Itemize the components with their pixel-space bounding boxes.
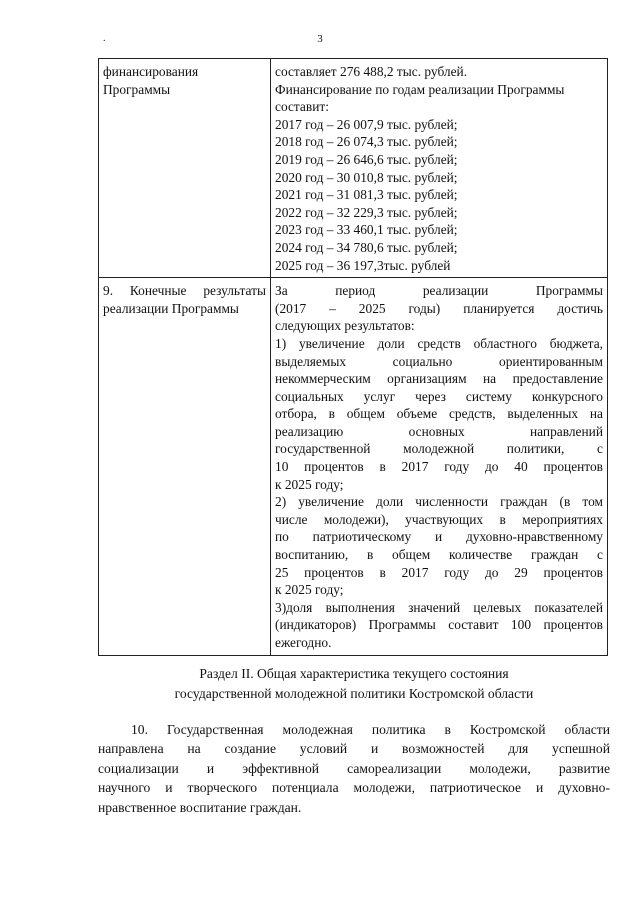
financing-year-item: 2018 год – 26 074,3 тыс. рублей;	[275, 134, 458, 150]
results-label-cell	[99, 278, 271, 655]
section-heading-line: Раздел II. Общая характеристика текущего состояния	[199, 666, 509, 681]
paragraph-line: научного и творческого потенциала молодежи, патриотическое и духовно-	[98, 780, 610, 796]
financing-year-item: 2022 год – 32 229,3 тыс. рублей;	[275, 204, 458, 220]
paragraph-line: социализации и эффективной самореализации молодежи, развитие	[98, 760, 610, 776]
financing-years-intro: Финансирование по годам реализации Программы составит:	[275, 81, 565, 115]
results-content-cell	[271, 278, 608, 655]
financing-year-item: 2025 год – 36 197,3тыс. рублей	[275, 257, 451, 273]
financing-label-line: Программы	[103, 81, 171, 97]
results-line: числе молодежи), участвующих в мероприятиях	[275, 511, 603, 527]
financing-label-cell	[99, 59, 271, 278]
results-label-line: реализации Программы	[103, 300, 239, 316]
financing-year-item: 2024 год – 34 780,6 тыс. рублей;	[275, 239, 458, 255]
financing-year-item: 2023 год – 33 460,1 тыс. рублей;	[275, 222, 458, 238]
financing-year-item: 2019 год – 26 646,6 тыс. рублей;	[275, 151, 458, 167]
results-line: ежегодно.	[275, 635, 332, 650]
results-line: государственной молодежной политики, с	[275, 441, 603, 457]
results-line: реализацию основных направлений	[275, 423, 603, 439]
results-line: 2) увеличение доли численности граждан (в том	[275, 494, 603, 510]
program-passport-table	[98, 58, 608, 656]
results-line: воспитанию, в общем количестве граждан с	[275, 547, 603, 563]
paragraph-line: направлена на создание условий и возможностей для успешной	[98, 741, 610, 757]
results-label-line: 9. Конечные результаты	[103, 283, 266, 299]
results-line: 25 процентов в 2017 году до 29 процентов	[275, 564, 603, 580]
section-heading	[98, 664, 610, 704]
financing-total: составляет 276 488,2 тыс. рублей.	[275, 64, 468, 79]
results-line: к 2025 году;	[275, 476, 344, 492]
results-line: к 2025 году;	[275, 582, 344, 598]
results-line: (индикаторов) Программы составит 100 процентов	[275, 617, 603, 633]
results-line: некоммерческим организациям на предоставление	[275, 371, 603, 387]
paragraph-10	[98, 720, 610, 817]
financing-year-item: 2020 год – 30 010,8 тыс. рублей;	[275, 169, 458, 185]
financing-year-item: 2017 год – 26 007,9 тыс. рублей;	[275, 116, 458, 132]
results-line: 10 процентов в 2017 году до 40 процентов	[275, 459, 603, 475]
results-line: 3)доля выполнения значений целевых показателей	[275, 599, 603, 615]
table-row-financing	[99, 59, 608, 278]
scan-mark: .	[103, 33, 106, 44]
paragraph-line: 10. Государственная молодежная политика в Костромской области	[131, 722, 610, 737]
table-row-results	[99, 278, 608, 655]
results-line: социальных услуг через систему конкурсного	[275, 388, 603, 404]
results-line: выделяемых социально ориентированным	[275, 353, 603, 369]
financing-content-cell	[271, 59, 608, 278]
results-line: следующих результатов:	[275, 318, 415, 334]
results-line: отбора, в общем объеме средств, выделенных на	[275, 406, 603, 422]
results-line: (2017 – 2025 годы) планируется достичь	[275, 300, 603, 316]
financing-year-item: 2021 год – 31 081,3 тыс. рублей;	[275, 187, 458, 203]
results-line: по патриотическому и духовно-нравственному	[275, 529, 603, 545]
paragraph-line: нравственное воспитание граждан.	[98, 799, 302, 815]
results-line: 1) увеличение доли средств областного бюджета,	[275, 335, 603, 351]
page-number: 3	[317, 33, 323, 45]
results-line: За период реализации Программы	[275, 283, 603, 299]
section-heading-line: государственной молодежной политики Костромской области	[174, 686, 534, 701]
financing-label-line: финансирования	[103, 64, 199, 79]
